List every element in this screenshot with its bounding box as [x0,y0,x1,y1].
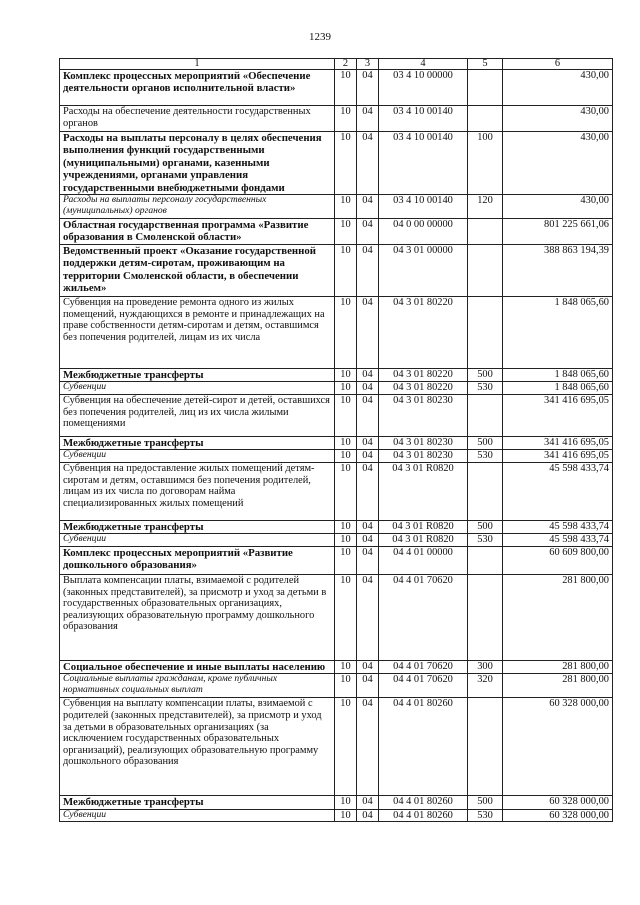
page-number: 1239 [309,31,331,43]
row-amount: 45 598 433,74 [503,534,613,547]
row-target-article: 04 4 01 80260 [379,809,468,822]
row-amount: 45 598 433,74 [503,521,613,534]
table-row [60,547,613,575]
column-header: 5 [468,59,503,70]
row-section-code: 10 [335,395,357,437]
column-header: 4 [379,59,468,70]
row-target-article: 04 3 01 80220 [379,369,468,382]
row-subsection-code: 04 [357,521,379,534]
column-header: 1 [60,59,335,70]
row-expense-type: 530 [468,534,503,547]
row-subsection-code: 04 [357,547,379,575]
row-subsection-code: 04 [357,195,379,219]
row-expense-type [468,70,503,106]
row-section-code: 10 [335,547,357,575]
row-expense-type: 530 [468,450,503,463]
row-expense-type [468,106,503,132]
row-target-article: 03 4 10 00140 [379,132,468,195]
row-amount: 801 225 661,06 [503,219,613,245]
row-description: Субвенция на предоставление жилых помещений детям-сиротам и детям, оставшимся без попечения родителей, лицам из их числа по договорам найма специализированных жилых помещений [60,463,335,521]
row-subsection-code: 04 [357,245,379,297]
row-amount: 60 328 000,00 [503,796,613,809]
row-description: Субвенции [60,809,335,822]
table-row [60,809,613,822]
row-subsection-code: 04 [357,796,379,809]
table-row [60,463,613,521]
row-expense-type [468,463,503,521]
row-subsection-code: 04 [357,369,379,382]
row-subsection-code: 04 [357,534,379,547]
column-number-row [60,59,613,70]
table-row [60,106,613,132]
table-row [60,521,613,534]
table-row [60,534,613,547]
row-amount: 388 863 194,39 [503,245,613,297]
row-expense-type [468,547,503,575]
row-description: Расходы на обеспечение деятельности государственных органов [60,106,335,132]
row-section-code: 10 [335,809,357,822]
row-amount: 430,00 [503,70,613,106]
row-expense-type [468,219,503,245]
row-target-article: 04 4 01 70620 [379,661,468,674]
row-expense-type [468,245,503,297]
table-row [60,661,613,674]
table-row [60,382,613,395]
row-section-code: 10 [335,437,357,450]
row-section-code: 10 [335,575,357,661]
row-expense-type: 500 [468,437,503,450]
row-section-code: 10 [335,219,357,245]
row-target-article: 04 3 01 00000 [379,245,468,297]
row-expense-type: 320 [468,674,503,698]
row-expense-type: 300 [468,661,503,674]
row-description: Межбюджетные трансферты [60,437,335,450]
row-description: Субвенция на проведение ремонта одного из жилых помещений, нуждающихся в ремонте и принадлежащих на праве собственности детям-сиротам и детям, оставшимся без попечения родителей, лицам из их числа [60,297,335,369]
row-description: Субвенции [60,450,335,463]
row-section-code: 10 [335,450,357,463]
row-section-code: 10 [335,534,357,547]
table-row [60,796,613,809]
row-description: Социальные выплаты гражданам, кроме публичных нормативных социальных выплат [60,674,335,698]
row-amount: 60 609 800,00 [503,547,613,575]
table-row [60,245,613,297]
row-target-article: 04 3 01 80230 [379,450,468,463]
row-description: Социальное обеспечение и иные выплаты населению [60,661,335,674]
row-amount: 60 328 000,00 [503,698,613,796]
row-section-code: 10 [335,698,357,796]
table-row [60,70,613,106]
table-row [60,437,613,450]
row-section-code: 10 [335,382,357,395]
row-amount: 60 328 000,00 [503,809,613,822]
table-row [60,674,613,698]
row-target-article: 04 3 01 80230 [379,395,468,437]
row-target-article: 04 4 01 70620 [379,674,468,698]
row-target-article: 04 3 01 R0820 [379,463,468,521]
row-subsection-code: 04 [357,70,379,106]
row-section-code: 10 [335,463,357,521]
row-description: Областная государственная программа «Развитие образования в Смоленской области» [60,219,335,245]
row-subsection-code: 04 [357,437,379,450]
row-target-article: 04 3 01 80220 [379,297,468,369]
row-subsection-code: 04 [357,463,379,521]
row-section-code: 10 [335,70,357,106]
row-amount: 430,00 [503,195,613,219]
budget-table [59,58,613,822]
row-amount: 341 416 695,05 [503,395,613,437]
row-target-article: 04 3 01 80220 [379,382,468,395]
column-header: 3 [357,59,379,70]
row-amount: 341 416 695,05 [503,450,613,463]
row-section-code: 10 [335,796,357,809]
row-target-article: 04 4 01 80260 [379,796,468,809]
row-description: Межбюджетные трансферты [60,521,335,534]
row-description: Межбюджетные трансферты [60,796,335,809]
row-expense-type: 500 [468,796,503,809]
column-header: 6 [503,59,613,70]
row-amount: 281 800,00 [503,674,613,698]
row-section-code: 10 [335,297,357,369]
column-header: 2 [335,59,357,70]
row-subsection-code: 04 [357,106,379,132]
row-amount: 341 416 695,05 [503,437,613,450]
row-subsection-code: 04 [357,661,379,674]
row-subsection-code: 04 [357,674,379,698]
row-subsection-code: 04 [357,132,379,195]
row-section-code: 10 [335,132,357,195]
row-subsection-code: 04 [357,698,379,796]
row-description: Ведомственный проект «Оказание государственной поддержки детям-сиротам, проживающим на территории Смоленской области, в обеспечении жильем» [60,245,335,297]
row-target-article: 04 0 00 00000 [379,219,468,245]
row-amount: 1 848 065,60 [503,369,613,382]
row-section-code: 10 [335,195,357,219]
row-section-code: 10 [335,106,357,132]
table-row [60,219,613,245]
row-expense-type [468,297,503,369]
row-description: Выплата компенсации платы, взимаемой с родителей (законных представителей), за присмотр и уход за детьми в государственных образовательных организациях, реализующих образовательную программу дошкольного образования [60,575,335,661]
row-section-code: 10 [335,369,357,382]
row-target-article: 04 4 01 00000 [379,547,468,575]
table-row [60,369,613,382]
row-expense-type: 500 [468,369,503,382]
row-description: Расходы на выплаты персоналу в целях обеспечения выполнения функций государственными (муниципальными) органами, казенными учреждениями, органами управления государственными внебюджетными фондами [60,132,335,195]
table-row [60,297,613,369]
row-target-article: 04 3 01 R0820 [379,534,468,547]
row-expense-type: 120 [468,195,503,219]
row-expense-type: 100 [468,132,503,195]
row-subsection-code: 04 [357,219,379,245]
table-row [60,395,613,437]
row-section-code: 10 [335,245,357,297]
row-expense-type: 530 [468,809,503,822]
row-target-article: 04 4 01 80260 [379,698,468,796]
row-amount: 45 598 433,74 [503,463,613,521]
row-description: Субвенция на обеспечение детей-сирот и детей, оставшихся без попечения родителей, лиц из их числа жилыми помещениями [60,395,335,437]
row-section-code: 10 [335,521,357,534]
row-description: Межбюджетные трансферты [60,369,335,382]
table-row [60,195,613,219]
row-subsection-code: 04 [357,395,379,437]
row-target-article: 03 4 10 00140 [379,106,468,132]
table-row [60,450,613,463]
row-amount: 281 800,00 [503,575,613,661]
row-description: Субвенция на выплату компенсации платы, взимаемой с родителей (законных представителей), за присмотр и уход за детьми в образовательных организациях (за исключением государственных образовательных организаций), реализующих образовательную программу дошкольного образования [60,698,335,796]
row-subsection-code: 04 [357,575,379,661]
row-target-article: 04 3 01 R0820 [379,521,468,534]
row-amount: 281 800,00 [503,661,613,674]
row-expense-type: 500 [468,521,503,534]
table-row [60,698,613,796]
row-description: Субвенции [60,534,335,547]
row-target-article: 04 4 01 70620 [379,575,468,661]
row-amount: 430,00 [503,106,613,132]
row-section-code: 10 [335,661,357,674]
row-expense-type [468,698,503,796]
row-amount: 1 848 065,60 [503,297,613,369]
row-description: Комплекс процессных мероприятий «Обеспечение деятельности органов исполнительной власти» [60,70,335,106]
row-subsection-code: 04 [357,382,379,395]
row-subsection-code: 04 [357,297,379,369]
row-description: Расходы на выплаты персоналу государственных (муниципальных) органов [60,195,335,219]
row-expense-type [468,575,503,661]
row-target-article: 04 3 01 80230 [379,437,468,450]
row-section-code: 10 [335,674,357,698]
row-description: Комплекс процессных мероприятий «Развитие дошкольного образования» [60,547,335,575]
table-row [60,575,613,661]
row-amount: 1 848 065,60 [503,382,613,395]
row-target-article: 03 4 10 00140 [379,195,468,219]
table-row [60,132,613,195]
row-subsection-code: 04 [357,809,379,822]
row-expense-type: 530 [468,382,503,395]
table-body [60,70,613,822]
row-subsection-code: 04 [357,450,379,463]
row-description: Субвенции [60,382,335,395]
row-expense-type [468,395,503,437]
row-amount: 430,00 [503,132,613,195]
row-target-article: 03 4 10 00000 [379,70,468,106]
